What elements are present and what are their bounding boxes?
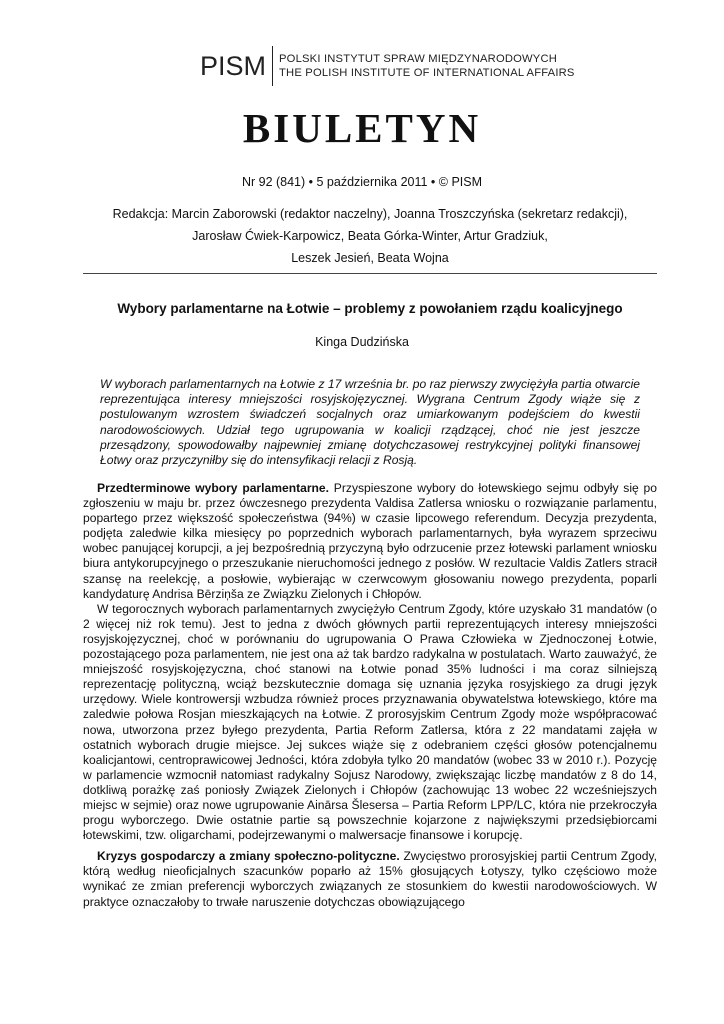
institute-name-en: THE POLISH INSTITUTE OF INTERNATIONAL AFFAIRS: [279, 67, 575, 79]
editors-line: Leszek Jesień, Beata Wojna: [291, 251, 449, 265]
header-divider: [83, 273, 657, 274]
editors-line: Jarosław Ćwiek-Karpowicz, Beata Górka-Winter, Artur Gradziuk,: [192, 229, 548, 243]
article-abstract: W wyborach parlamentarnych na Łotwie z 17 września br. po raz pierwszy zwyciężyła partia otwarcie reprezentująca interesy mniejszości rosyjskojęzycznej. Wygrana Centrum Zgody wiąże się z postulowanym wzrostem świadczeń socjalnych oraz umiarkowanym podejściem do kwestii narodowościowych. Udział tego ugrupowania w koalicji rządzącej, choć nie jest jeszcze przesądzony, spowodowałby najpewniej zmianę dotychczasowej restrykcyjnej polityki finansowej Łotwy oraz przyczyniłby się do intensyfikacji relacji z Rosją.: [100, 377, 640, 468]
article-headline: Wybory parlamentarne na Łotwie – problemy z powołaniem rządu koalicyjnego: [117, 301, 623, 316]
pism-logo: PISM: [200, 50, 267, 81]
section-lead: Kryzys gospodarczy a zmiany społeczno-polityczne.: [97, 849, 400, 864]
paragraph: [83, 849, 657, 909]
logo-divider: [272, 46, 273, 86]
paragraph: W tegorocznych wyborach parlamentarnych zwyciężyło Centrum Zgody, które uzyskało 31 mandatów (o 2 więcej niż rok temu). Jest to jedna z dwóch głównych partii reprezentujących interesy mniejszości rosyjskojęzycznej, choć w porównaniu do ugrupowania O Prawa Człowieka w Zjednoczonej Łotwie, pozostającego poza parlamentem, nie jest ona aż tak bardzo radykalna w postulatach. Warto zauważyć, że mniejszość rosyjskojęzyczna, choć stanowi na Łotwie ponad 35% ludności i ma coraz silniejszą reprezentację polityczną, wciąż bezskutecznie domaga się uznania języka rosyjskiego za drugi język urzędowy. Wiele kontrowersji wzbudza również proces przyznawania obywatelstwa łotewskiego, które ma zaledwie połowa Rosjan mieszkających na Łotwie. Z prorosyjskim Centrum Zgody może współpracować nowa, utworzona przez byłego prezydenta, Partia Reform Zatlersa, która z 22 mandatami zajęła w ostatnich wyborach drugie miejsce. Jej sukces wiąże się z odebraniem części głosów potencjalnemu koalicjantowi, centroprawicowej Jedności, która zdobyła tylko 20 mandatów (wobec 33 w 2010 r.). Pozycję w parlamencie wzmocnił natomiast radykalny Sojusz Narodowy, zwiększając liczbę mandatów z 8 do 14, dotkliwą porażkę zaś poniosły Związek Zielonych i Chłopów (zachowując 13 wobec 22 wcześniejszych miejsc w sejmie) oraz nowe ugrupowanie Ainārsa Šlesersa – Partia Reform LPP/LC, która nie przekroczyła progu wyborczego. Dwie ostatnie partie są powszechnie kojarzone z największymi przedsiębiorcami łotewskimi, tzw. oligarchami, podejrzewanymi o malwersacje finansowe i korupcję.: [83, 601, 657, 843]
institute-header: [200, 46, 575, 86]
paragraph: [83, 481, 657, 602]
issue-info: Nr 92 (841) • 5 października 2011 • © PISM: [241, 175, 483, 189]
institute-name: [279, 52, 575, 80]
bulletin-title: BIULETYN: [242, 105, 482, 151]
paragraph-text: Przyspieszone wybory do łotewskiego sejmu odbyły się po zgłoszeniu w maju br. przez ówczesnego prezydenta Valdisa Zatlersa wniosku o rozwiązanie parlamentu, popartego przez większość społeczeństwa (94%) w czasie lipcowego referendum. Decyzja prezydenta, podjęta zaledwie kilka miesięcy po poprzednich wyborach parlamentarnych, była wyrazem sprzeciwu wobec panującej korupcji, a jej bezpośrednią przyczyną było odrzucenie przez łotewski parlament wniosku biura antykorupcyjnego o przeszukanie nieruchomości jednego z posłów. W rezultacie Valdis Zatlers stracił szansę na reelekcję, a posłowie, wybierając w czerwcowym głosowaniu nowego prezydenta, poparli kandydaturę Andrisa Bērziņša ze Związku Zielonych i Chłopów.: [83, 481, 657, 601]
section-lead: Przedterminowe wybory parlamentarne.: [97, 481, 330, 495]
editorial-board: [90, 203, 650, 269]
institute-name-pl: POLSKI INSTYTUT SPRAW MIĘDZYNARODOWYCH: [279, 53, 558, 65]
editors-line: Redakcja: Marcin Zaborowski (redaktor naczelny), Joanna Troszczyńska (sekretarz redakcji),: [112, 207, 628, 221]
article-body: [83, 481, 657, 910]
paragraph-text: Zwycięstwo prorosyjskiej partii Centrum Zgody, którą według nieoficjalnych szacunków poparło aż 15% głosujących Łotyszy, tylko częściowo może wynikać ze zmian preferencji wyborczych związanych ze stosunkiem do kwestii narodowościowych. W praktyce oznaczałoby to trwałe naruszenie dotychczas obowiązującego: [83, 849, 657, 909]
article-author: Kinga Dudzińska: [315, 335, 409, 349]
